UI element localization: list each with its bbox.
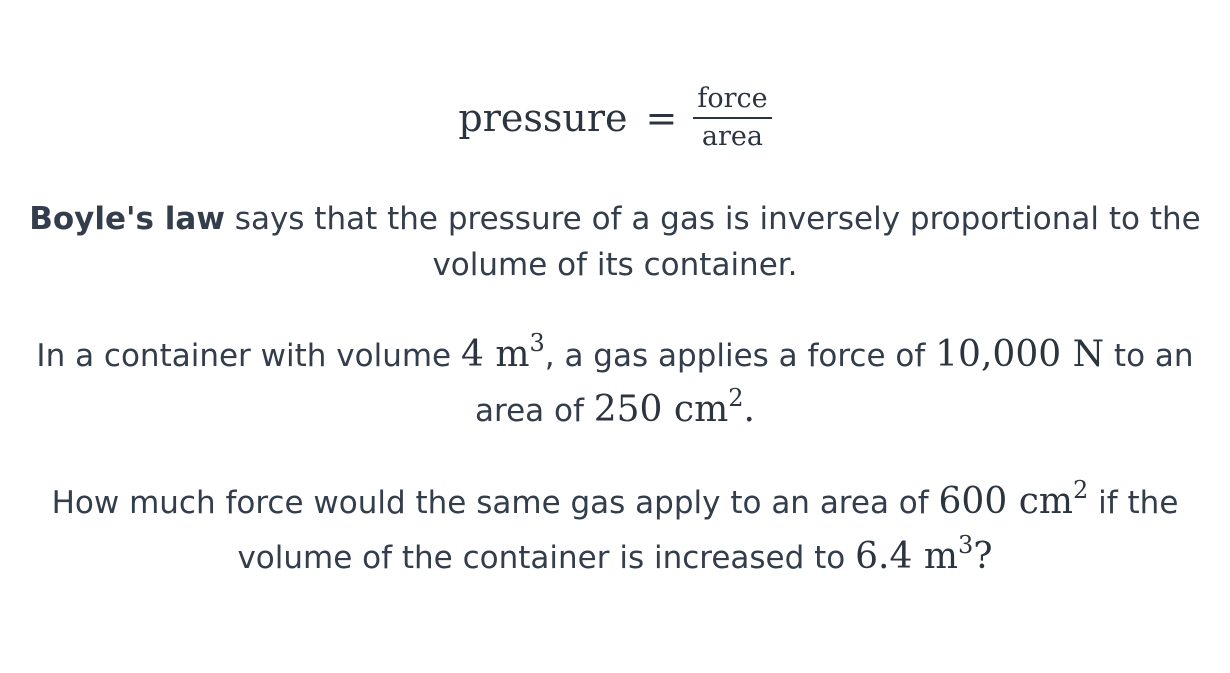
boyles-law-statement <box>25 196 1205 288</box>
area-600-cm2 <box>938 476 1089 522</box>
pressure-formula <box>0 84 1230 151</box>
given-conditions <box>25 328 1205 438</box>
formula-denominator: area <box>701 120 764 152</box>
boyles-law-text: says that the pressure of a gas is inversely proportional to the volume of its container. <box>224 201 1201 283</box>
question-text <box>25 475 1205 585</box>
area-600-value: 600 cm <box>938 481 1073 522</box>
area-250-exponent: 2 <box>728 384 744 413</box>
question-mark: ? <box>973 536 993 577</box>
volume-6-4-exponent: 3 <box>957 531 974 560</box>
area-250-value: 250 cm <box>593 389 729 430</box>
formula-lhs: pressure <box>458 95 628 140</box>
volume-4-value: 4 m <box>460 334 530 375</box>
question-text-2: if the volume of the container is increased to <box>237 485 1179 576</box>
area-600-exponent: 2 <box>1073 476 1089 505</box>
given-text-2: , a gas applies a force of <box>544 338 936 374</box>
given-text-3: to an area of <box>475 338 1194 429</box>
formula-numerator: force <box>693 84 771 119</box>
question-text-1: How much force would the same gas apply to an area of <box>51 485 939 521</box>
volume-6-4-value: 6.4 m <box>855 536 958 577</box>
boyles-law-term: Boyle's law <box>29 201 225 237</box>
formula-fraction <box>693 84 771 151</box>
force-10000-n: 10,000 N <box>935 334 1105 375</box>
volume-4-m3 <box>460 329 545 375</box>
given-period: . <box>743 389 755 430</box>
formula-equals: = <box>645 95 678 140</box>
volume-4-exponent: 3 <box>529 329 545 358</box>
volume-6-4-m3 <box>855 531 974 577</box>
given-text-1: In a container with volume <box>36 338 461 374</box>
area-250-cm2 <box>593 384 744 430</box>
